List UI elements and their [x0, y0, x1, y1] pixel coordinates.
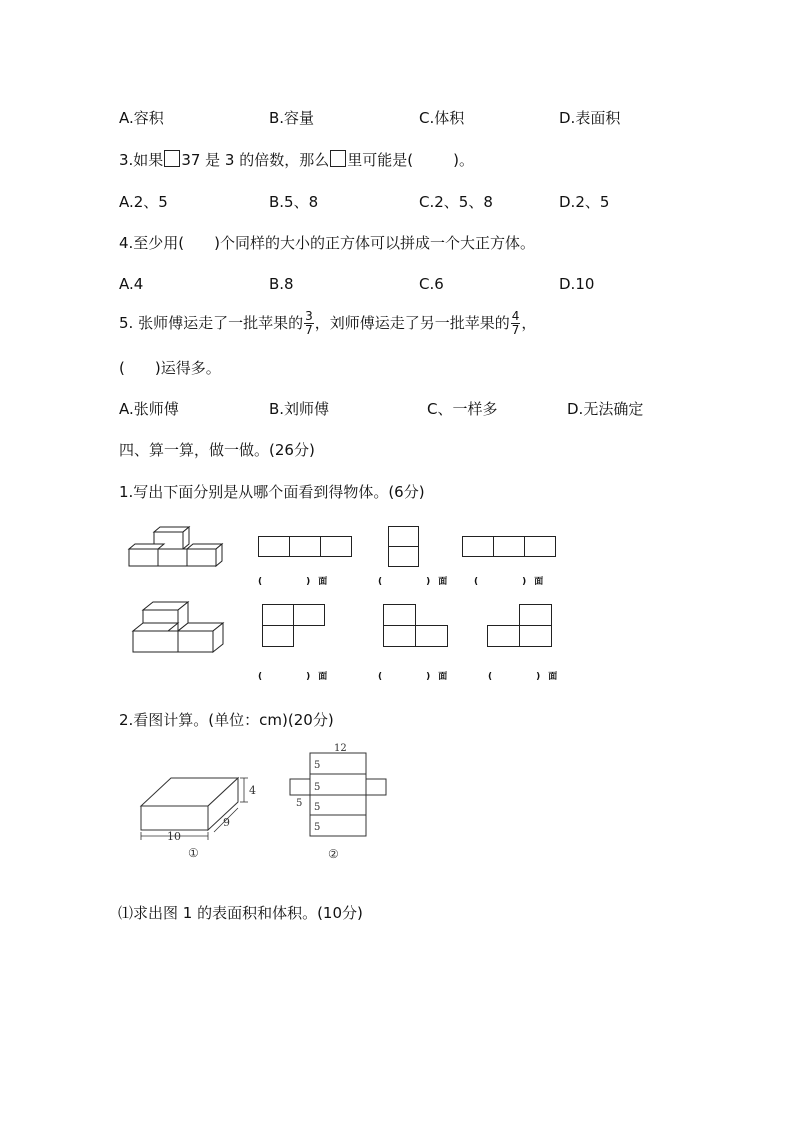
fraction-4-7: $\frac{4}{7}$ [511, 309, 520, 337]
q4-option-b: B.8 [269, 275, 294, 293]
view-grid-2-c [487, 604, 553, 648]
view-grid-1-c [462, 536, 556, 558]
blank-box [330, 150, 346, 167]
net-row-label: 5 [314, 822, 321, 833]
blank-box [164, 150, 180, 167]
net-row-label: 5 [314, 760, 321, 771]
question-4: 4.至少用( )个同样的大小的正方体可以拼成一个大正方体。 [119, 234, 536, 252]
q2-option-b: B.容量 [269, 109, 315, 127]
view-grid-1-a [258, 536, 352, 558]
figure-2-caption: ② [328, 847, 339, 861]
view-label-2-c: ( ) 面 [488, 672, 558, 682]
q5-option-c: C、一样多 [427, 400, 498, 418]
view-grid-2-b [383, 604, 449, 648]
view-label-1-a: ( ) 面 [258, 577, 328, 587]
solid-figure-1 [125, 525, 225, 570]
q5-option-d: D.无法确定 [567, 400, 644, 418]
q5-option-a: A.张师傅 [119, 400, 179, 418]
fraction-3-7: $\frac{3}{7}$ [305, 309, 313, 337]
q3-option-c: C.2、5、8 [419, 193, 493, 211]
view-grid-2-a [262, 604, 326, 648]
section-4-title: 四、算一算，做一做。(26分) [119, 441, 315, 459]
net-row-label: 5 [314, 782, 321, 793]
figure-1-caption: ① [188, 846, 199, 860]
cuboid-figure [134, 760, 264, 860]
net-side-label: 5 [296, 798, 303, 809]
q3-option-a: A.2、5 [119, 193, 168, 211]
net-row-label: 5 [314, 802, 321, 813]
q2-option-c: C.体积 [419, 109, 465, 127]
section-4-question-2: 2.看图计算。(单位：cm)(20分) [119, 711, 334, 729]
q4-option-d: D.10 [559, 275, 595, 293]
q3-option-d: D.2、5 [559, 193, 610, 211]
view-grid-1-b [388, 526, 420, 568]
q2-option-a: A.容积 [119, 109, 164, 127]
q4-option-c: C.6 [419, 275, 444, 293]
cuboid-length-label: 10 [167, 830, 181, 843]
question-5: 5. 张师傅运走了一批苹果的 $\frac{3}{7}$ ，刘师傅运走了另一批苹果的 $\frac{4}{7}$ ， [119, 309, 537, 337]
cuboid-width-label: 9 [223, 816, 230, 829]
q3-option-b: B.5、8 [269, 193, 319, 211]
net-figure [288, 742, 378, 864]
section-4-question-1: 1.写出下面分别是从哪个面看到得物体。(6分) [119, 483, 425, 501]
view-label-2-b: ( ) 面 [378, 672, 448, 682]
view-label-1-b: ( ) 面 [378, 577, 448, 587]
question-5-line-2: ( )运得多。 [119, 359, 221, 377]
view-label-1-c: ( ) 面 [474, 577, 544, 587]
q4-option-a: A.4 [119, 275, 144, 293]
cuboid-height-label: 4 [249, 784, 256, 797]
q2-option-d: D.表面积 [559, 109, 621, 127]
section-4-question-2-1: ⑴求出图 1 的表面积和体积。(10分) [118, 904, 363, 922]
net-top-label: 12 [334, 743, 347, 754]
question-3: 3.如果 37 是 3 的倍数，那么 里可能是( )。 [119, 151, 474, 169]
q5-option-b: B.刘师傅 [269, 400, 330, 418]
solid-figure-2 [130, 598, 230, 658]
view-label-2-a: ( ) 面 [258, 672, 328, 682]
